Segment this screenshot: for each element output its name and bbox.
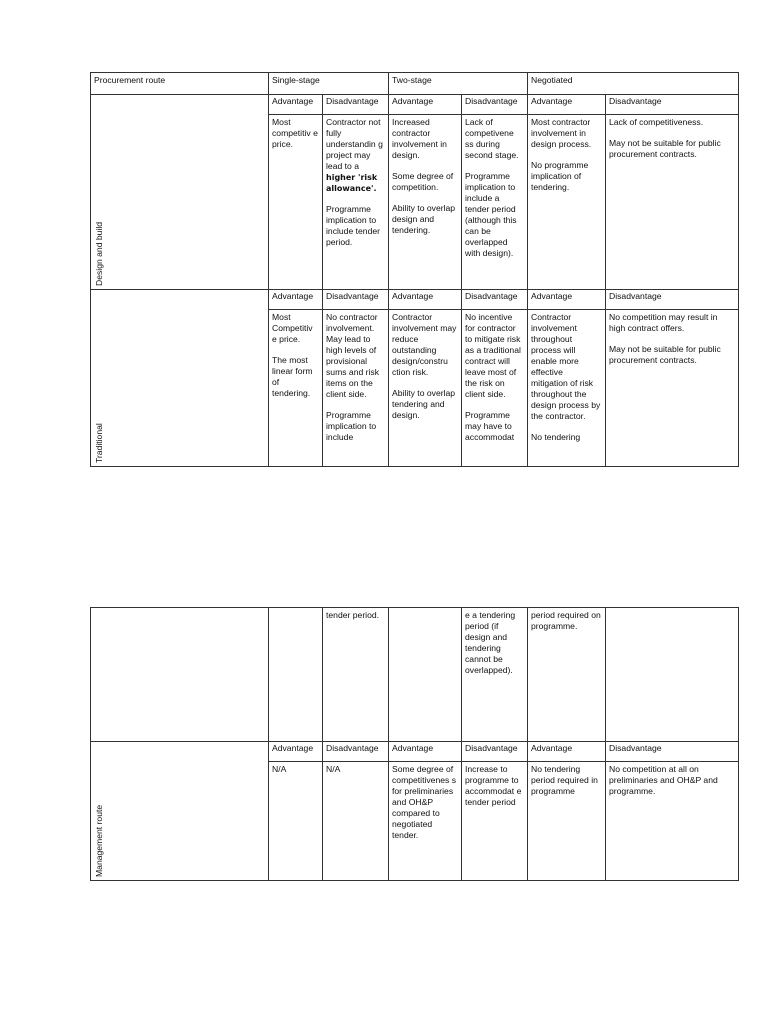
- subheader-disadvantage: Disadvantage: [323, 290, 389, 310]
- cell-text: Contractor involvement throughout process will enable more effective mitigation of risk throughout the design process by the contractor.: [531, 312, 601, 421]
- cell-text: The most linear form of tendering.: [272, 355, 313, 398]
- db-two-advantage: [389, 115, 462, 290]
- cell-text: No incentive for contractor to mitigate risk as a traditional contract will leave most of the risk on client side.: [465, 312, 521, 399]
- management-subheader-row: [91, 742, 739, 762]
- subheader-advantage: Advantage: [269, 290, 323, 310]
- design-build-label: Design and build: [94, 221, 104, 286]
- cell-text: May not be suitable for public procurement contracts.: [609, 138, 721, 159]
- cell-text: Ability to overlap tendering and design.: [392, 388, 456, 420]
- cell-text: Most contractor involvement in design process.: [531, 117, 592, 149]
- subheader-advantage: Advantage: [269, 95, 323, 115]
- subheader-disadvantage: Disadvantage: [462, 742, 528, 762]
- cell-text: Ability to overlap design and tendering.: [392, 203, 456, 235]
- mgmt-neg-advantage: No tendering period required in programme: [528, 762, 606, 881]
- cont-single-advantage: [269, 608, 323, 742]
- procurement-table-page2: [90, 607, 739, 881]
- cont-single-disadvantage: tender period.: [323, 608, 389, 742]
- trad-two-advantage: [389, 310, 462, 467]
- trad-two-disadvantage: [462, 310, 528, 467]
- continuation-row: [91, 608, 739, 742]
- cell-text-bold: higher 'risk allowance'.: [326, 173, 378, 193]
- trad-neg-advantage: [528, 310, 606, 467]
- subheader-disadvantage: Disadvantage: [462, 290, 528, 310]
- subheader-disadvantage: Disadvantage: [462, 95, 528, 115]
- procurement-table-page1: [90, 72, 739, 467]
- cont-two-advantage: [389, 608, 462, 742]
- subheader-disadvantage: Disadvantage: [606, 742, 739, 762]
- db-single-advantage: [269, 115, 323, 290]
- mgmt-single-disadvantage: N/A: [323, 762, 389, 881]
- cell-text: [326, 117, 385, 194]
- subheader-advantage: Advantage: [389, 95, 462, 115]
- db-neg-advantage: [528, 115, 606, 290]
- subheader-advantage: Advantage: [528, 290, 606, 310]
- subheader-advantage: Advantage: [269, 742, 323, 762]
- trad-single-advantage: [269, 310, 323, 467]
- subheader-advantage: Advantage: [389, 742, 462, 762]
- cont-label-cell: [91, 608, 269, 742]
- cell-text: Lack of competitiveness.: [609, 117, 704, 127]
- subheader-disadvantage: Disadvantage: [606, 290, 739, 310]
- cell-text: Programme implication to include tender period.: [326, 204, 380, 247]
- cell-text: Most competitiv e price.: [272, 117, 318, 149]
- header-two-stage: Two-stage: [389, 73, 528, 95]
- cell-text: Programme implication to include: [326, 410, 377, 442]
- cont-neg-advantage: period required on programme.: [528, 608, 606, 742]
- trad-single-disadvantage: [323, 310, 389, 467]
- db-single-disadvantage: [323, 115, 389, 290]
- cont-neg-disadvantage: [606, 608, 739, 742]
- mgmt-neg-disadvantage: No competition at all on preliminaries and OH&P and programme.: [606, 762, 739, 881]
- cell-text: May not be suitable for public procurement contracts.: [609, 344, 721, 365]
- cont-two-disadvantage: e a tendering period (if design and tendering cannot be overlapped).: [462, 608, 528, 742]
- mgmt-single-advantage: N/A: [269, 762, 323, 881]
- subheader-disadvantage: Disadvantage: [323, 95, 389, 115]
- cell-text: Increased contractor involvement in design.: [392, 117, 447, 160]
- cell-text: Programme may have to accommodat: [465, 410, 515, 442]
- cell-text: Most Competitiv e price.: [272, 312, 313, 344]
- mgmt-two-advantage: Some degree of competitivenes s for preliminaries and OH&P compared to negotiated tender.: [389, 762, 462, 881]
- row-label-management: [91, 742, 269, 881]
- row-label-design-build: [91, 95, 269, 290]
- row-label-traditional: [91, 290, 269, 467]
- cell-text: No competition may result in high contract offers.: [609, 312, 718, 333]
- traditional-label: Traditional: [94, 423, 104, 463]
- design-build-subheader-row: [91, 95, 739, 115]
- mgmt-two-disadvantage: Increase to programme to accommodat e tender period: [462, 762, 528, 881]
- subheader-advantage: Advantage: [389, 290, 462, 310]
- cell-text-part: Contractor not fully understandin g project may lead to a: [326, 117, 383, 171]
- cell-text: Lack of competivene ss during second stage.: [465, 117, 519, 160]
- cell-text: Some degree of competition.: [392, 171, 454, 192]
- subheader-disadvantage: Disadvantage: [606, 95, 739, 115]
- trad-neg-disadvantage: [606, 310, 739, 467]
- cell-text: No tendering: [531, 432, 581, 442]
- subheader-disadvantage: Disadvantage: [323, 742, 389, 762]
- subheader-advantage: Advantage: [528, 742, 606, 762]
- cell-text: Programme implication to include a tender period (although this can be overlapped with design).: [465, 171, 517, 258]
- management-label: Management route: [94, 804, 104, 877]
- header-row: [91, 73, 739, 95]
- subheader-advantage: Advantage: [528, 95, 606, 115]
- db-two-disadvantage: [462, 115, 528, 290]
- cell-text: No contractor involvement. May lead to high levels of provisional sums and risk items on the client side.: [326, 312, 380, 399]
- header-negotiated: Negotiated: [528, 73, 739, 95]
- traditional-subheader-row: [91, 290, 739, 310]
- header-procurement-route: Procurement route: [91, 73, 269, 95]
- db-neg-disadvantage: [606, 115, 739, 290]
- cell-text: Contractor involvement may reduce outstanding design/constru ction risk.: [392, 312, 457, 377]
- header-single-stage: Single-stage: [269, 73, 389, 95]
- cell-text: No programme implication of tendering.: [531, 160, 589, 192]
